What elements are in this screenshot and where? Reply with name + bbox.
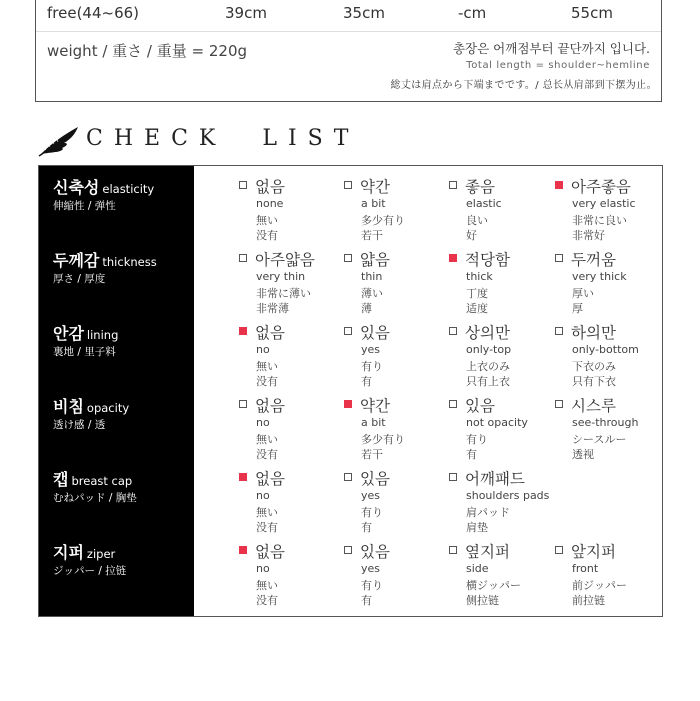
row-label-kr: 비침: [53, 397, 84, 416]
row-label-kr: 안감: [53, 324, 84, 343]
option-desc-jp: 肩パッド: [466, 506, 510, 519]
option-desc-jp: 丁度: [466, 287, 488, 300]
option-desc-cn: 透视: [572, 448, 594, 461]
checklist-table: [38, 165, 663, 617]
option-desc-en: only-top: [466, 343, 512, 356]
option-desc-jp: 下衣のみ: [572, 360, 616, 373]
row-label-kr: 캡: [53, 470, 69, 489]
option-desc-cn: 没有: [256, 375, 278, 388]
option-name: 적당함: [465, 251, 510, 269]
option-desc-jp: 薄い: [361, 287, 383, 300]
option-name: 약간: [360, 178, 390, 196]
option-desc-jp: 前ジッパー: [572, 579, 627, 592]
option-desc-cn: 肩垫: [466, 521, 488, 534]
option-desc-jp: 有り: [466, 433, 488, 446]
row-label-en: lining: [86, 328, 119, 342]
unchecked-box-icon: [555, 327, 563, 335]
row-label: [53, 248, 157, 271]
option-name: 있음: [465, 397, 495, 415]
option-name: 있음: [360, 470, 390, 488]
checklist-row: [39, 458, 662, 534]
checklist-row: [39, 312, 662, 388]
row-label-sub: 厚さ / 厚度: [53, 273, 106, 285]
option-name: 상의만: [465, 324, 510, 342]
option-name: 없음: [255, 178, 285, 196]
unchecked-box-icon: [344, 473, 352, 481]
option-desc-en: front: [572, 562, 599, 575]
option-name: 있음: [360, 543, 390, 561]
option-desc-en: yes: [361, 562, 381, 575]
row-label-en: ziper: [86, 547, 116, 561]
option-desc-en: not opacity: [466, 416, 528, 429]
checked-box-icon: [344, 400, 352, 408]
row-label-kr: 지퍼: [53, 543, 84, 562]
row-label-sub: 透け感 / 透: [53, 419, 106, 431]
option-desc-cn: 侧拉链: [466, 594, 499, 607]
checklist-row: [39, 239, 662, 315]
option-desc-cn: 有: [361, 521, 372, 534]
row-label-kr: 신축성: [53, 178, 100, 197]
option-name: 있음: [360, 324, 390, 342]
option-desc-cn: 没有: [256, 521, 278, 534]
option-desc-jp: 無い: [256, 214, 278, 227]
option-desc-en: thick: [466, 270, 493, 283]
option-desc-en: no: [256, 343, 270, 356]
option-desc-jp: 無い: [256, 506, 278, 519]
size-cell-length: 55cm: [571, 4, 613, 22]
row-label: [53, 394, 129, 417]
size-cell-size: free(44~66): [47, 4, 140, 22]
unchecked-box-icon: [344, 327, 352, 335]
option-desc-cn: 只有下衣: [572, 375, 616, 388]
option-desc-en: a bit: [361, 416, 386, 429]
option-name: 약간: [360, 397, 390, 415]
option-desc-jp: 多少有り: [361, 433, 405, 446]
option-name: 어깨패드: [465, 470, 525, 488]
unchecked-box-icon: [344, 546, 352, 554]
option-desc-jp: 有り: [361, 360, 383, 373]
option-desc-en: only-bottom: [572, 343, 639, 356]
option-desc-en: see-through: [572, 416, 639, 429]
unchecked-box-icon: [449, 181, 457, 189]
option-desc-jp: 厚い: [572, 287, 594, 300]
row-label-sub: 伸縮性 / 弹性: [53, 200, 116, 212]
checklist-title: CHECK LIST: [86, 126, 360, 151]
option-desc-cn: 厚: [572, 302, 583, 315]
option-desc-jp: シースルー: [572, 433, 627, 446]
checklist-row: [39, 385, 662, 461]
option-desc-jp: 無い: [256, 360, 278, 373]
option-desc-jp: 無い: [256, 579, 278, 592]
row-label: [53, 467, 132, 490]
unchecked-box-icon: [449, 546, 457, 554]
checked-box-icon: [239, 473, 247, 481]
row-label: [53, 321, 118, 344]
unchecked-box-icon: [555, 254, 563, 262]
row-label-en: elasticity: [102, 182, 155, 196]
option-desc-en: side: [466, 562, 489, 575]
option-desc-jp: 非常に薄い: [256, 287, 311, 300]
unchecked-box-icon: [555, 400, 563, 408]
unchecked-box-icon: [449, 400, 457, 408]
unchecked-box-icon: [239, 400, 247, 408]
feather-icon: [38, 125, 80, 157]
row-label-sub: むねパッド / 胸垫: [53, 492, 137, 504]
row-label: [53, 540, 115, 563]
size-row: [47, 4, 661, 26]
option-name: 앞지퍼: [571, 543, 616, 561]
checklist-row: [39, 531, 662, 607]
option-desc-jp: 無い: [256, 433, 278, 446]
row-label: [53, 175, 154, 198]
weight-text: weight / 重さ / 重量 = 220g: [47, 42, 248, 60]
option-name: 얇음: [360, 251, 390, 269]
option-name: 좋음: [465, 178, 495, 196]
option-name: 없음: [255, 543, 285, 561]
checked-box-icon: [239, 546, 247, 554]
option-desc-jp: 有り: [361, 579, 383, 592]
option-desc-jp: 有り: [361, 506, 383, 519]
option-desc-jp: 多少有り: [361, 214, 405, 227]
option-desc-en: no: [256, 489, 270, 502]
option-desc-cn: 非常薄: [256, 302, 289, 315]
option-name: 두꺼움: [571, 251, 616, 269]
size-cell-shoulder: 39cm: [225, 4, 267, 22]
length-note-jp: 総丈は肩点から下端までです。/ 总长从肩部到下摆为止。: [390, 80, 657, 91]
option-name: 아주얇음: [255, 251, 315, 269]
checked-box-icon: [239, 327, 247, 335]
unchecked-box-icon: [239, 181, 247, 189]
size-cell-sleeve: -cm: [458, 4, 487, 22]
checklist-row: [39, 166, 662, 242]
row-label-sub: ジッパー / 拉链: [53, 565, 127, 577]
option-desc-jp: 非常に良い: [572, 214, 627, 227]
option-desc-en: shoulders pads: [466, 489, 550, 502]
option-desc-en: very elastic: [572, 197, 636, 210]
size-divider: [36, 31, 661, 32]
option-desc-en: elastic: [466, 197, 502, 210]
option-desc-cn: 没有: [256, 594, 278, 607]
option-desc-jp: 上衣のみ: [466, 360, 510, 373]
option-name: 없음: [255, 470, 285, 488]
option-desc-jp: 横ジッパー: [466, 579, 521, 592]
row-label-kr: 두께감: [53, 251, 100, 270]
option-desc-cn: 非常好: [572, 229, 605, 242]
option-desc-cn: 没有: [256, 229, 278, 242]
option-desc-cn: 适度: [466, 302, 488, 315]
checked-box-icon: [555, 181, 563, 189]
option-desc-en: thin: [361, 270, 383, 283]
unchecked-box-icon: [449, 327, 457, 335]
option-name: 하의만: [571, 324, 616, 342]
row-label-en: breast cap: [71, 474, 133, 488]
length-note-en: Total length = shoulder~hemline: [466, 60, 650, 71]
option-desc-jp: 良い: [466, 214, 488, 227]
option-desc-cn: 薄: [361, 302, 372, 315]
unchecked-box-icon: [344, 181, 352, 189]
unchecked-box-icon: [344, 254, 352, 262]
option-desc-en: no: [256, 416, 270, 429]
option-name: 옆지퍼: [465, 543, 510, 561]
row-label-sub: 裏地 / 里子料: [53, 346, 116, 358]
option-desc-en: yes: [361, 343, 381, 356]
option-desc-en: none: [256, 197, 284, 210]
row-label-en: thickness: [102, 255, 157, 269]
option-desc-en: very thin: [256, 270, 306, 283]
size-table: [35, 0, 662, 102]
option-name: 없음: [255, 324, 285, 342]
option-desc-cn: 没有: [256, 448, 278, 461]
unchecked-box-icon: [449, 473, 457, 481]
option-desc-cn: 前拉链: [572, 594, 605, 607]
option-name: 없음: [255, 397, 285, 415]
length-note-kr: 총장은 어깨점부터 끝단까지 입니다.: [452, 41, 650, 56]
option-desc-cn: 有: [466, 448, 477, 461]
option-desc-en: no: [256, 562, 270, 575]
row-label-en: opacity: [86, 401, 130, 415]
unchecked-box-icon: [555, 546, 563, 554]
option-desc-cn: 有: [361, 594, 372, 607]
size-cell-chest: 35cm: [343, 4, 385, 22]
option-desc-cn: 若干: [361, 448, 383, 461]
option-desc-cn: 若干: [361, 229, 383, 242]
option-name: 시스루: [571, 397, 616, 415]
option-desc-en: yes: [361, 489, 381, 502]
unchecked-box-icon: [239, 254, 247, 262]
option-desc-cn: 好: [466, 229, 477, 242]
option-desc-en: very thick: [572, 270, 627, 283]
option-desc-cn: 有: [361, 375, 372, 388]
checked-box-icon: [449, 254, 457, 262]
option-desc-cn: 只有上衣: [466, 375, 510, 388]
option-desc-en: a bit: [361, 197, 386, 210]
option-name: 아주좋음: [571, 178, 631, 196]
